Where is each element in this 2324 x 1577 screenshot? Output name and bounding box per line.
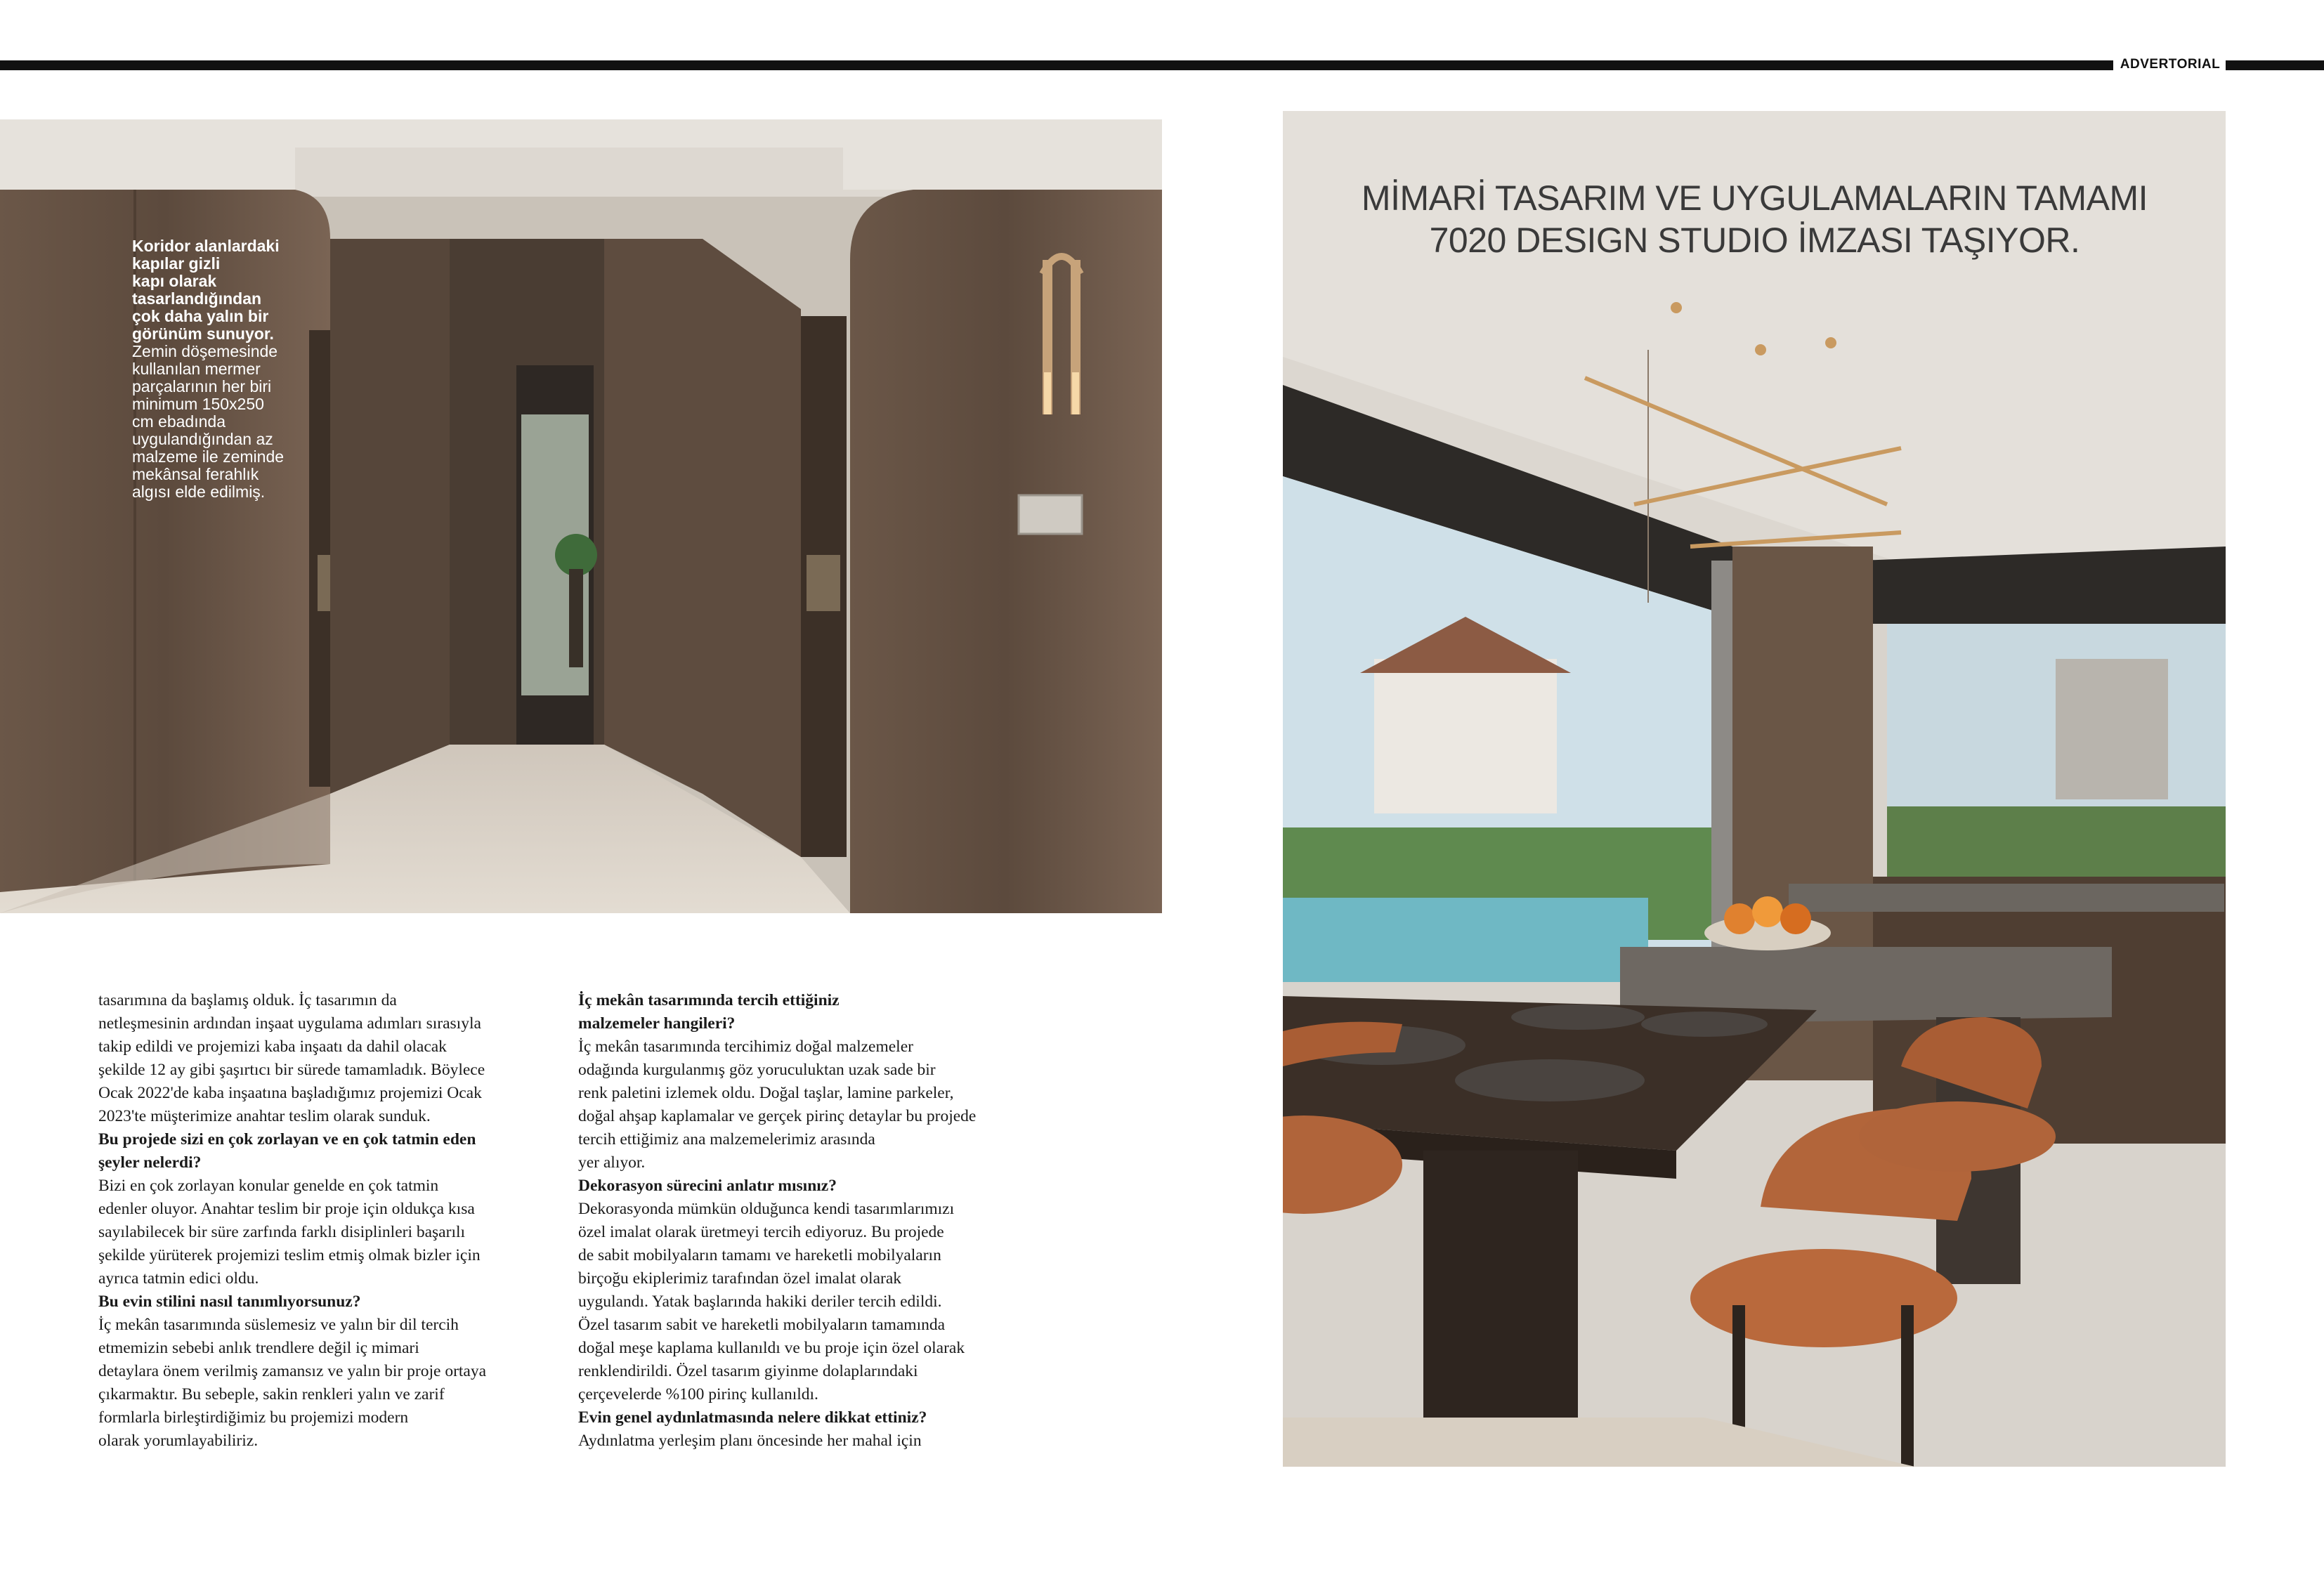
body-line: odağında kurgulanmış göz yoruculuktan uzak sade bir xyxy=(578,1061,936,1079)
body-line: detaylara önem verilmiş zamansız ve yalın bir proje ortaya xyxy=(98,1362,487,1380)
question-line: malzemeler hangileri? xyxy=(578,1014,736,1033)
body-line: özel imalat olarak üretmeyi tercih ediyoruz. Bu projede xyxy=(578,1223,944,1241)
headline-line-1: MİMARİ TASARIM VE UYGULAMALARIN TAMAMI xyxy=(1361,178,2148,218)
headline-line-2: 7020 DESIGN STUDIO İMZASI TAŞIYOR. xyxy=(1429,221,2080,260)
body-line: yer alıyor. xyxy=(578,1153,646,1172)
body-line: doğal meşe kaplama kullanıldı ve bu proje için özel olarak xyxy=(578,1339,965,1357)
question-line: Bu evin stilini nasıl tanımlıyorsunuz? xyxy=(98,1293,361,1311)
header-rule-left xyxy=(0,60,2113,70)
body-line: tasarımına da başlamış olduk. İç tasarımın da xyxy=(98,991,397,1009)
body-line: Aydınlatma yerleşim planı öncesinde her mahal için xyxy=(578,1432,922,1450)
body-line: tercih ettiğimiz ana malzemelerimiz arasında xyxy=(578,1130,875,1149)
body-line: takip edildi ve projemizi kaba inşaatı da dahil olacak xyxy=(98,1038,447,1056)
article-column-right xyxy=(578,989,1045,1453)
body-line: olarak yorumlayabiliriz. xyxy=(98,1432,259,1450)
question-line: Dekorasyon sürecini anlatır mısınız? xyxy=(578,1177,837,1195)
body-line: birçoğu ekiplerimiz tarafından özel imalat olarak xyxy=(578,1269,902,1288)
caption-regular-text: Zemin döşemesinde kullanılan mermer parçalarının her biri minimum 150x250 cm ebadında uygulandığından az malzeme ile zeminde mekânsal ferahlık algısı elde edilmiş. xyxy=(132,342,285,501)
body-line: çerçevelerde %100 pirinç kullanıldı. xyxy=(578,1385,818,1403)
article-column-left xyxy=(98,989,562,1453)
body-line: 2023'te müşterimize anahtar teslim olarak sunduk. xyxy=(98,1107,431,1125)
body-line: Dekorasyonda mümkün olduğunca kendi tasarımlarımızı xyxy=(578,1200,955,1218)
kitchen-photo xyxy=(1283,111,2226,1467)
section-label: ADVERTORIAL xyxy=(2120,57,2221,72)
body-line: Bizi en çok zorlayan konular genelde en çok tatmin xyxy=(98,1177,439,1195)
body-line: uygulandı. Yatak başlarında hakiki deriler tercih edildi. xyxy=(578,1293,942,1311)
body-line: İç mekân tasarımında tercihimiz doğal malzemeler xyxy=(578,1038,913,1056)
body-line: formlarla birleştirdiğimiz bu projemizi modern xyxy=(98,1408,409,1427)
body-line: edenler oluyor. Anahtar teslim bir proje için oldukça kısa xyxy=(98,1200,475,1218)
question-line: Evin genel aydınlatmasında nelere dikkat ettiniz? xyxy=(578,1408,927,1427)
body-line: netleşmesinin ardından inşaat uygulama adımları sırasıyla xyxy=(98,1014,481,1033)
body-line: renk paletini izlemek oldu. Doğal taşlar, lamine parkeler, xyxy=(578,1084,954,1102)
body-line: renklendirildi. Özel tasarım giyinme dolaplarındaki xyxy=(578,1362,918,1380)
body-line: ayrıca tatmin edici oldu. xyxy=(98,1269,259,1288)
body-line: Ocak 2022'de kaba inşaatına başladığımız projemizi Ocak xyxy=(98,1084,482,1102)
body-line: etmemizin sebebi anlık trendlere değil iç mimari xyxy=(98,1339,419,1357)
caption-bold-text: Koridor alanlardaki kapılar gizli kapı olarak tasarlandığından çok daha yalın bir görünüm sunuyor. xyxy=(132,237,280,343)
kitchen-illustration xyxy=(1283,111,2226,1467)
photo-caption xyxy=(132,237,308,501)
body-line: Özel tasarım sabit ve hareketli mobilyaların tamamında xyxy=(578,1316,946,1334)
body-line: İç mekân tasarımında süslemesiz ve yalın bir dil tercih xyxy=(98,1316,459,1334)
body-line: doğal ahşap kaplamalar ve gerçek pirinç detaylar bu projede xyxy=(578,1107,977,1125)
question-line: Bu projede sizi en çok zorlayan ve en çok tatmin eden xyxy=(98,1130,476,1149)
body-line: de sabit mobilyaların tamamı ve hareketli mobilyaların xyxy=(578,1246,941,1264)
header-rule-right xyxy=(2226,60,2324,70)
body-line: sayılabilecek bir süre zarfında farklı disiplinleri başarılı xyxy=(98,1223,466,1241)
body-line: şekilde 12 ay gibi şaşırtıcı bir sürede tamamladık. Böylece xyxy=(98,1061,485,1079)
kitchen-headline xyxy=(1307,177,2202,261)
body-line: şekilde yürüterek projemizi teslim etmiş olmak bizler için xyxy=(98,1246,481,1264)
question-line: şeyler nelerdi? xyxy=(98,1153,202,1172)
body-line: çıkarmaktır. Bu sebeple, sakin renkleri yalın ve zarif xyxy=(98,1385,445,1403)
question-line: İç mekân tasarımında tercih ettiğiniz xyxy=(578,991,840,1009)
